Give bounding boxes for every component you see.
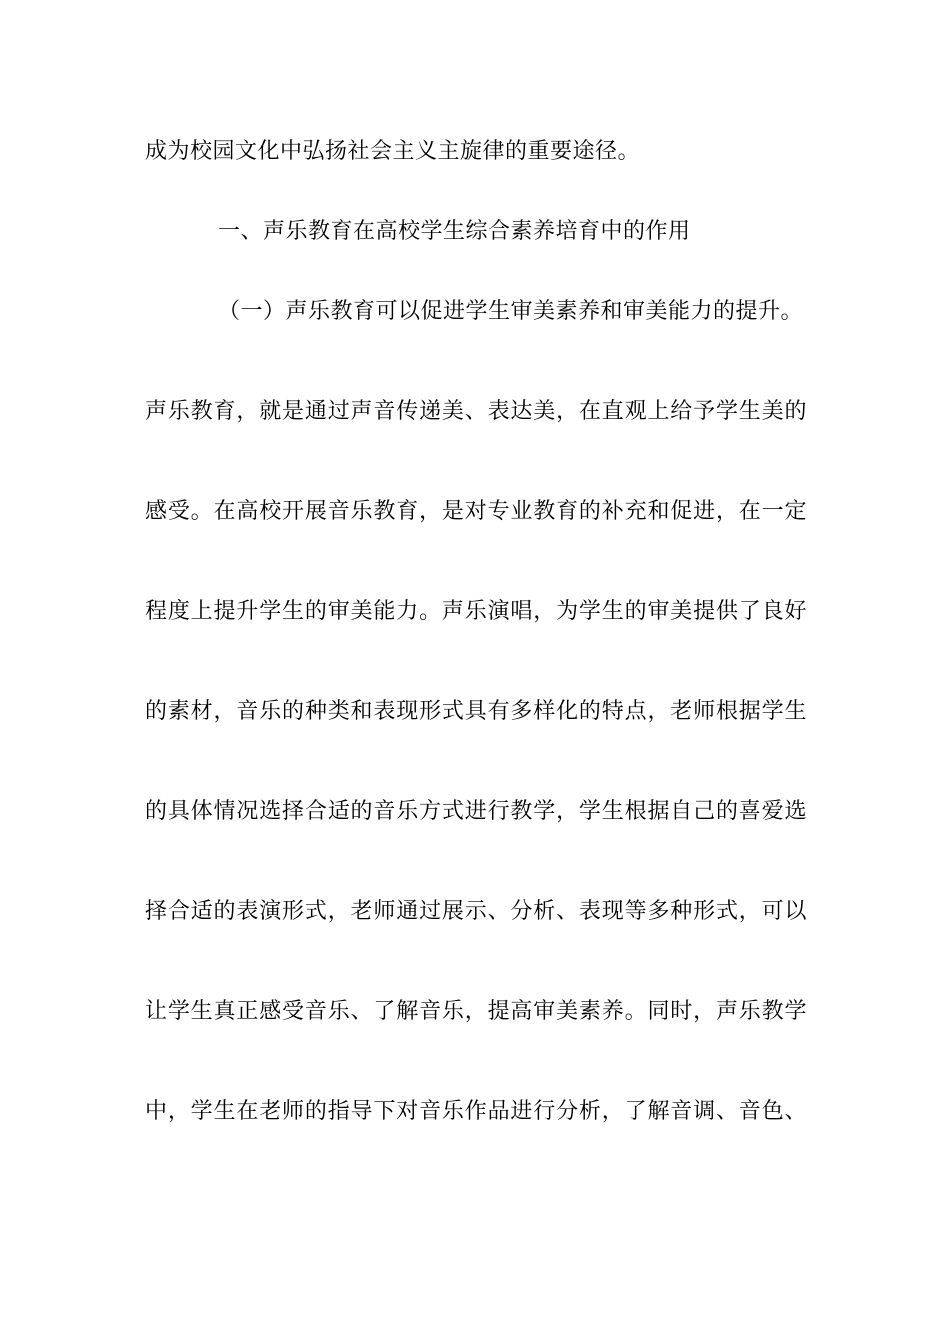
section-heading: 一、声乐教育在高校学生综合素养培育中的作用: [218, 219, 691, 244]
paragraph-continuation-line: 成为校园文化中弘扬社会主义主旋律的重要途径。: [145, 139, 641, 164]
body-text-line: 中，学生在老师的指导下对音乐作品进行分析，了解音调、音色、: [145, 1099, 807, 1124]
body-text-line: 感受。在高校开展音乐教育，是对专业教育的补充和促进，在一定: [145, 499, 807, 524]
body-text-line: 让学生真正感受音乐、了解音乐，提高审美素养。同时，声乐教学: [145, 999, 807, 1024]
subsection-heading: （一）声乐教育可以促进学生审美素养和审美能力的提升。: [218, 299, 804, 324]
body-text-line: 的素材，音乐的种类和表现形式具有多样化的特点，老师根据学生: [145, 699, 807, 724]
body-text-line: 声乐教育，就是通过声音传递美、表达美，在直观上给予学生美的: [145, 399, 807, 424]
body-text-line: 的具体情况选择合适的音乐方式进行教学，学生根据自己的喜爱选: [145, 799, 807, 824]
body-text-line: 程度上提升学生的审美能力。声乐演唱，为学生的审美提供了良好: [145, 599, 807, 624]
body-text-line: 择合适的表演形式，老师通过展示、分析、表现等多种形式，可以: [145, 899, 807, 924]
